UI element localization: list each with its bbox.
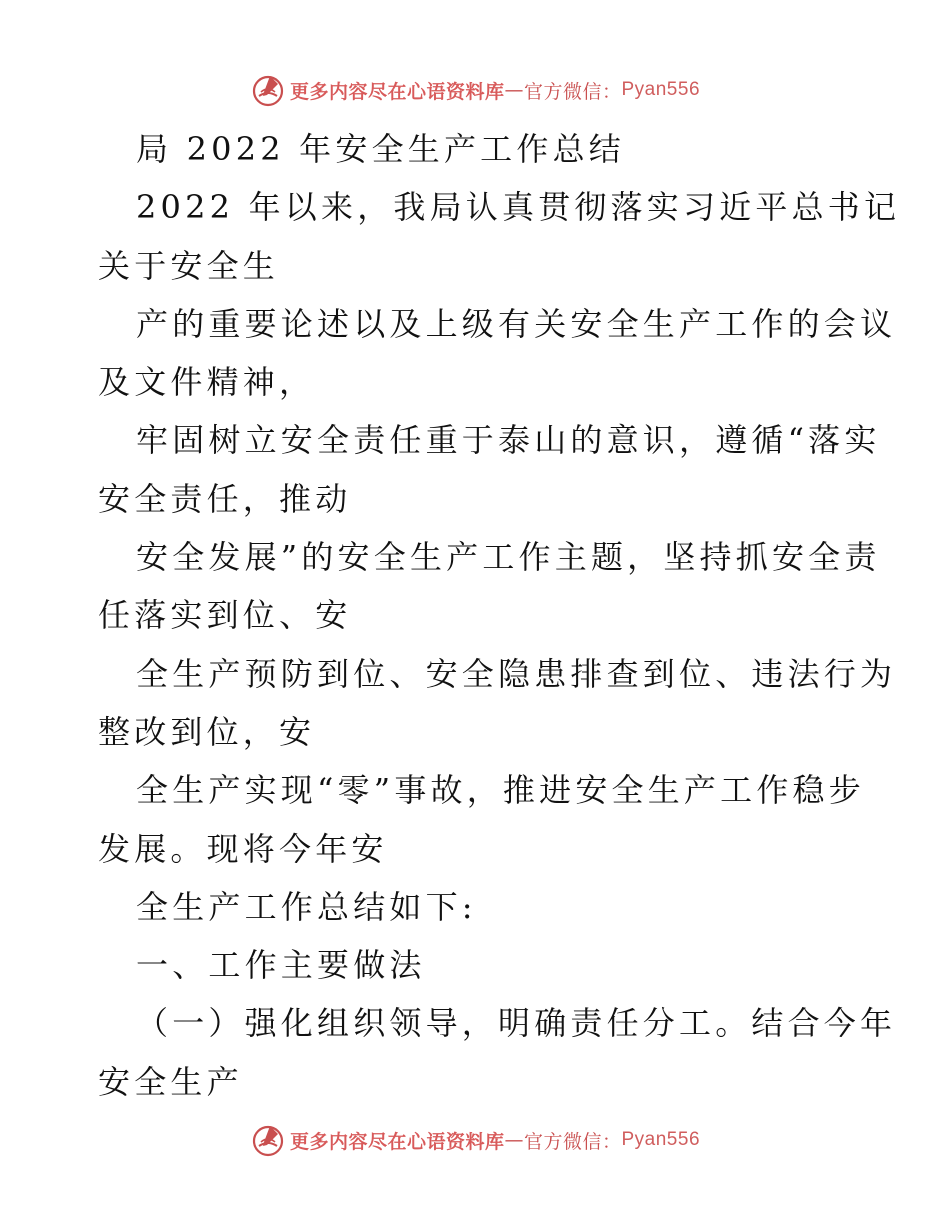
document-line: 安全生产 xyxy=(98,1062,243,1101)
document-line: 整改到位，安 xyxy=(98,712,316,751)
watermark-brand: 更多内容尽在心语资料库 xyxy=(289,1130,505,1153)
document-line: 全生产预防到位、安全隐患排查到位、违法行为 xyxy=(136,654,897,693)
document-line: 牢固树立安全责任重于泰山的意识，遵循“落实 xyxy=(136,421,881,460)
document-line: 关于安全生 xyxy=(98,246,280,285)
document-line: 2022 年以来，我局认真贯彻落实习近平总书记 xyxy=(136,188,901,227)
document-line: 安全发展”的安全生产工作主题，坚持抓安全责 xyxy=(136,538,881,577)
watermark-wechat-id: Pyan556 xyxy=(621,79,701,100)
document-line: 任落实到位、安 xyxy=(98,596,352,635)
watermark-brand: 更多内容尽在心语资料库 xyxy=(289,80,505,103)
document-line: 产的重要论述以及上级有关安全生产工作的会议 xyxy=(136,304,897,343)
footer-watermark xyxy=(0,1120,950,1160)
document-line: 全生产工作总结如下: xyxy=(136,887,477,926)
watermark-official-label: 官方微信： xyxy=(523,80,622,103)
document-line: 发展。现将今年安 xyxy=(98,829,388,868)
watermark-official-label: 官方微信： xyxy=(523,1130,622,1153)
watermark-dash: — xyxy=(504,1129,524,1151)
document-line: 局 2022 年安全生产工作总结 xyxy=(136,130,625,168)
document-line: 全生产实现“零”事故，推进安全生产工作稳步 xyxy=(136,771,865,810)
watermark-dash: — xyxy=(504,79,524,101)
document-body xyxy=(98,120,901,1111)
document-line: 及文件精神， xyxy=(98,363,316,402)
watermark-wechat-id: Pyan556 xyxy=(621,1129,701,1150)
book-pen-logo-icon xyxy=(250,72,286,108)
document-line: 一、工作主要做法 xyxy=(136,946,426,985)
header-watermark xyxy=(0,70,950,110)
book-pen-logo-icon xyxy=(250,1122,286,1158)
document-line: （一）强化组织领导，明确责任分工。结合今年 xyxy=(136,1004,897,1043)
document-line: 安全责任，推动 xyxy=(98,479,352,518)
